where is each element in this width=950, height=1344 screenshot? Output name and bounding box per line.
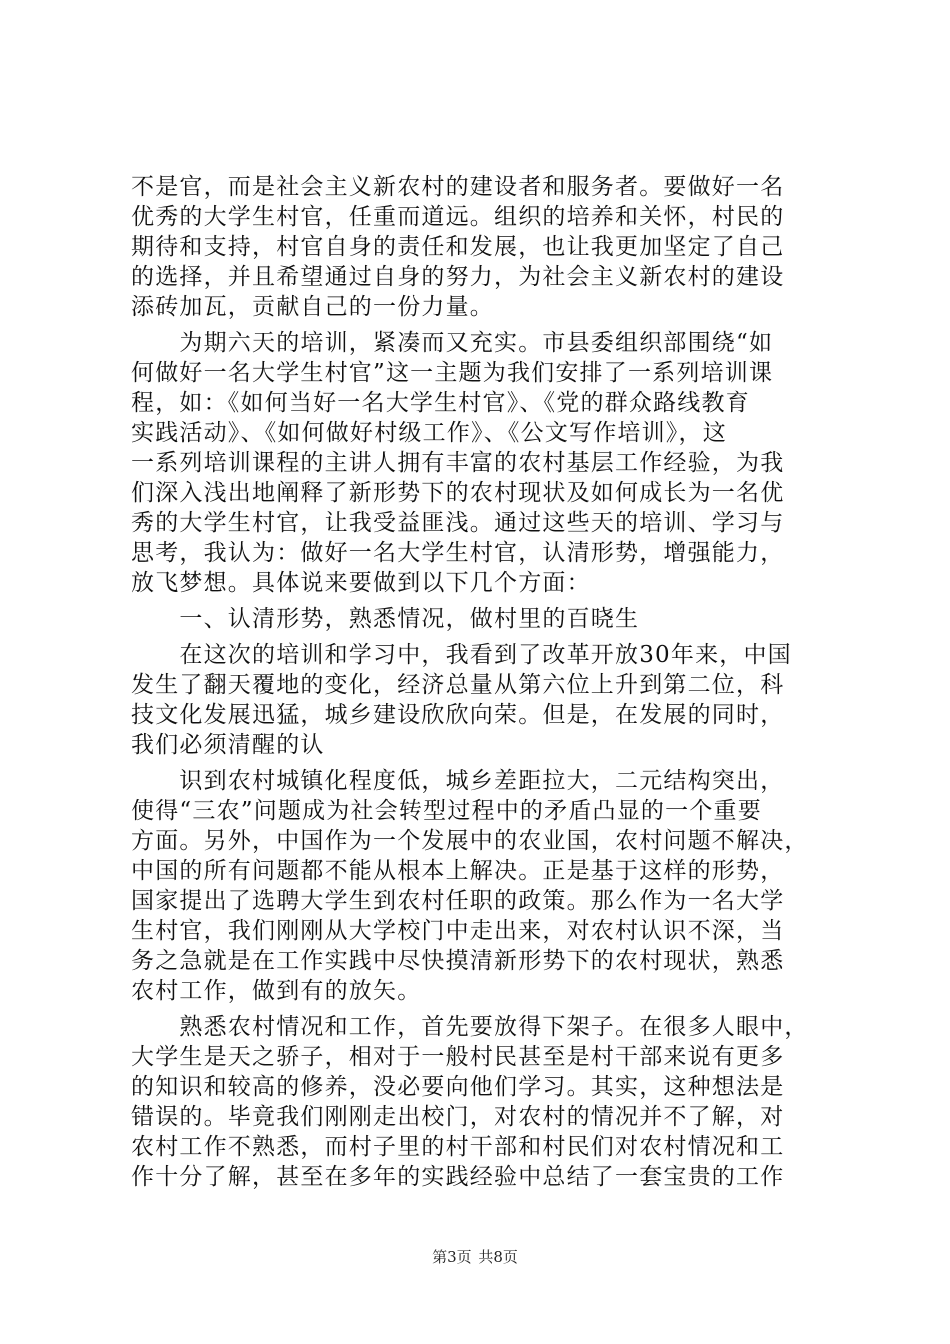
text-line: 们深入浅出地阐释了新形势下的农村现状及如何成长为一名优 (131, 480, 785, 506)
text-line: 秀的大学生村官，让我受益匪浅。通过这些天的培训、学习与 (131, 510, 785, 536)
text-line: 不是官，而是社会主义新农村的建设者和服务者。要做好一名 (131, 174, 785, 200)
text-line: 识到农村城镇化程度低，城乡差距拉大，二元结构突出， (131, 768, 785, 794)
text-line: 方面。另外，中国作为一个发展中的农业国，农村问题不解决， (131, 828, 809, 854)
body-text (131, 172, 831, 1192)
text-line: 何做好一名大学生村官”这一主题为我们安排了一系列培训课 (131, 360, 774, 386)
text-line: 实践活动》、《如何做好村级工作》、《公文写作培训》，这 (131, 420, 727, 446)
text-line: 技文化发展迅猛，城乡建设欣欣向荣。但是，在发展的同时， (131, 702, 785, 728)
text-line: 中国的所有问题都不能从根本上解决。正是基于这样的形势， (131, 858, 785, 884)
page-total: 共8页 (478, 1248, 518, 1266)
page-number: 第3页 (432, 1248, 472, 1266)
text-line: 生村官，我们刚刚从大学校门中走出来，对农村认识不深，当 (131, 918, 785, 944)
text-line: 在这次的培训和学习中，我看到了改革开放30年来，中国 (131, 642, 792, 668)
page-footer (0, 1247, 950, 1267)
text-line: 一、认清形势，熟悉情况，做村里的百晓生 (131, 606, 640, 632)
text-line: 的知识和较高的修养，没必要向他们学习。其实，这种想法是 (131, 1074, 785, 1100)
text-line: 期待和支持，村官自身的责任和发展，也让我更加坚定了自己 (131, 234, 785, 260)
text-line: 为期六天的培训，紧凑而又充实。市县委组织部围绕“如 (131, 330, 774, 356)
text-line: 错误的。毕竟我们刚刚走出校门，对农村的情况并不了解，对 (131, 1104, 785, 1130)
text-line: 添砖加瓦，贡献自己的一份力量。 (131, 294, 494, 320)
text-line: 思考，我认为：做好一名大学生村官，认清形势，增强能力， (131, 540, 785, 566)
text-line: 优秀的大学生村官，任重而道远。组织的培养和关怀，村民的 (131, 204, 785, 230)
text-line: 熟悉农村情况和工作，首先要放得下架子。在很多人眼中， (131, 1014, 809, 1040)
text-line: 作十分了解，甚至在多年的实践经验中总结了一套宝贵的工作 (131, 1164, 785, 1190)
text-line: 使得“三农”问题成为社会转型过程中的矛盾凸显的一个重要 (131, 798, 762, 824)
text-line: 的选择，并且希望通过自身的努力，为社会主义新农村的建设 (131, 264, 785, 290)
text-line: 农村工作，做到有的放矢。 (131, 978, 422, 1004)
text-line: 大学生是天之骄子，相对于一般村民甚至是村干部来说有更多 (131, 1044, 785, 1070)
text-line: 农村工作不熟悉，而村子里的村干部和村民们对农村情况和工 (131, 1134, 785, 1160)
text-line: 程，如：《如何当好一名大学生村官》、《党的群众路线教育 (131, 390, 750, 416)
text-line: 一系列培训课程的主讲人拥有丰富的农村基层工作经验，为我 (131, 450, 785, 476)
text-line: 我们必须清醒的认 (131, 732, 325, 758)
text-line: 放飞梦想。具体说来要做到以下几个方面： (131, 570, 591, 596)
text-line: 务之急就是在工作实践中尽快摸清新形势下的农村现状，熟悉 (131, 948, 785, 974)
text-line: 发生了翻天覆地的变化，经济总量从第六位上升到第二位，科 (131, 672, 785, 698)
text-line: 国家提出了选聘大学生到农村任职的政策。那么作为一名大学 (131, 888, 785, 914)
